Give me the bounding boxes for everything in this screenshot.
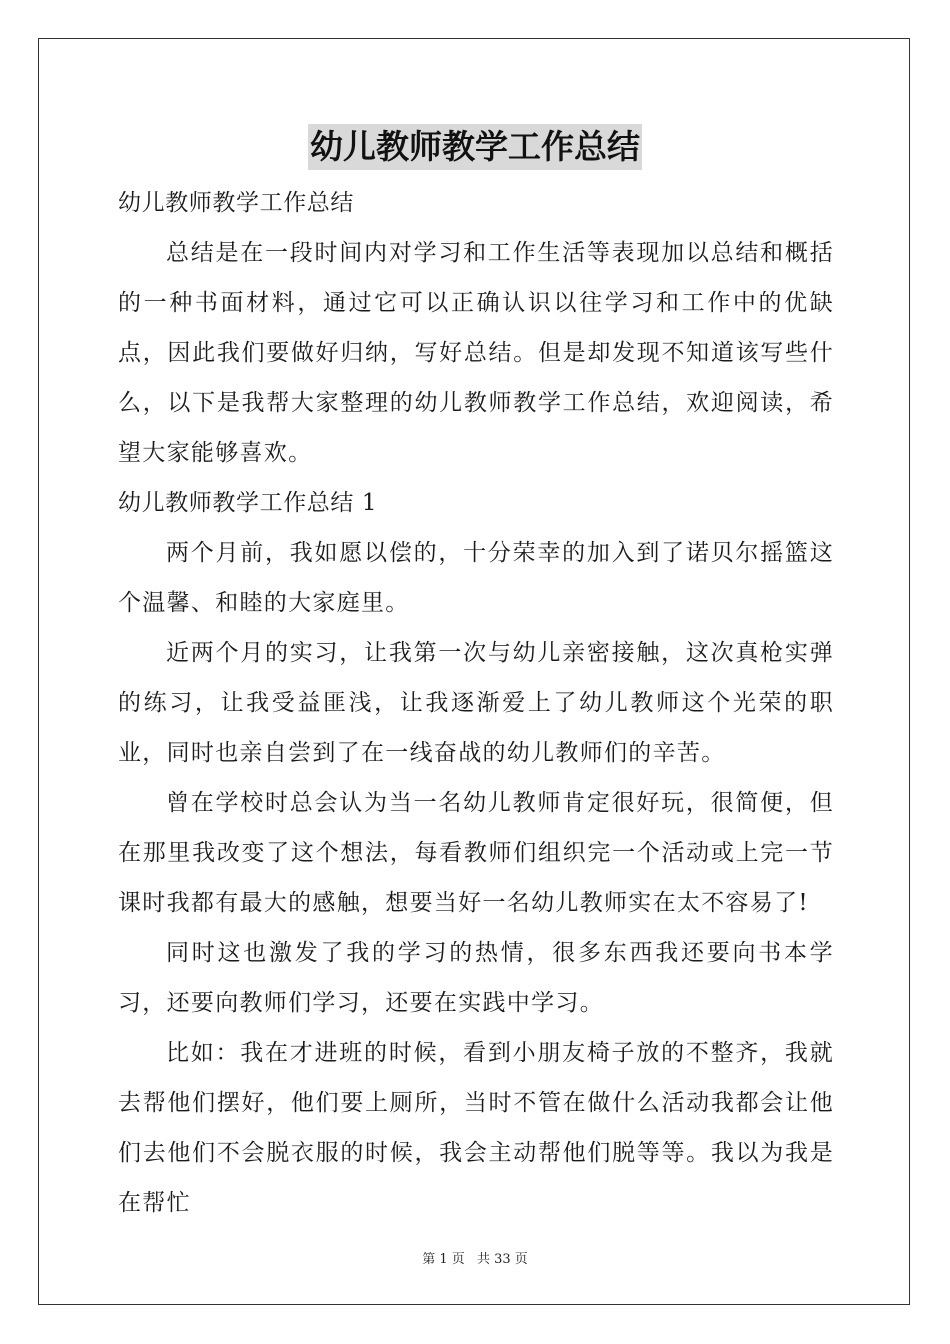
page-number: 第 1 页 [422, 1252, 465, 1267]
body-paragraph: 同时这也激发了我的学习的热情，很多东西我还要向书本学习，还要向教师们学习，还要在实践中学习。 [118, 940, 834, 1016]
body-paragraph: 比如：我在才进班的时候，看到小朋友椅子放的不整齐，我就去帮他们摆好，他们要上厕所，当时不管在做什么活动我都会让他们去他们不会脱衣服的时候，我会主动帮他们脱等等。我以为我是在帮忙 [118, 1040, 834, 1216]
section-heading: 幼儿教师教学工作总结 1 [118, 490, 378, 516]
body-paragraph: 曾在学校时总会认为当一名幼儿教师肯定很好玩，很简便，但在那里我改变了这个想法，每看教师们组织完一个活动或上完一节课时我都有最大的感触，想要当好一名幼儿教师实在太不容易了! [118, 790, 834, 916]
body-paragraph: 两个月前，我如愿以偿的，十分荣幸的加入到了诺贝尔摇篮这个温馨、和睦的大家庭里。 [118, 540, 834, 616]
page-footer [0, 1248, 950, 1267]
body-paragraph: 近两个月的实习，让我第一次与幼儿亲密接触，这次真枪实弹的练习，让我受益匪浅，让我逐渐爱上了幼儿教师这个光荣的职业，同时也亲自尝到了在一线奋战的幼儿教师们的辛苦。 [118, 640, 834, 766]
body-paragraph: 总结是在一段时间内对学习和工作生活等表现加以总结和概括的一种书面材料，通过它可以正确认识以往学习和工作中的优缺点，因此我们要做好归纳，写好总结。但是却发现不知道该写些什么，以下是我帮大家整理的幼儿教师教学工作总结，欢迎阅读，希望大家能够喜欢。 [118, 240, 834, 466]
document-body [118, 178, 834, 1228]
section-heading: 幼儿教师教学工作总结 [118, 190, 354, 216]
document-title-text: 幼儿教师教学工作总结 [308, 124, 642, 170]
document-title [0, 124, 950, 170]
page-total: 共 33 页 [476, 1252, 528, 1267]
